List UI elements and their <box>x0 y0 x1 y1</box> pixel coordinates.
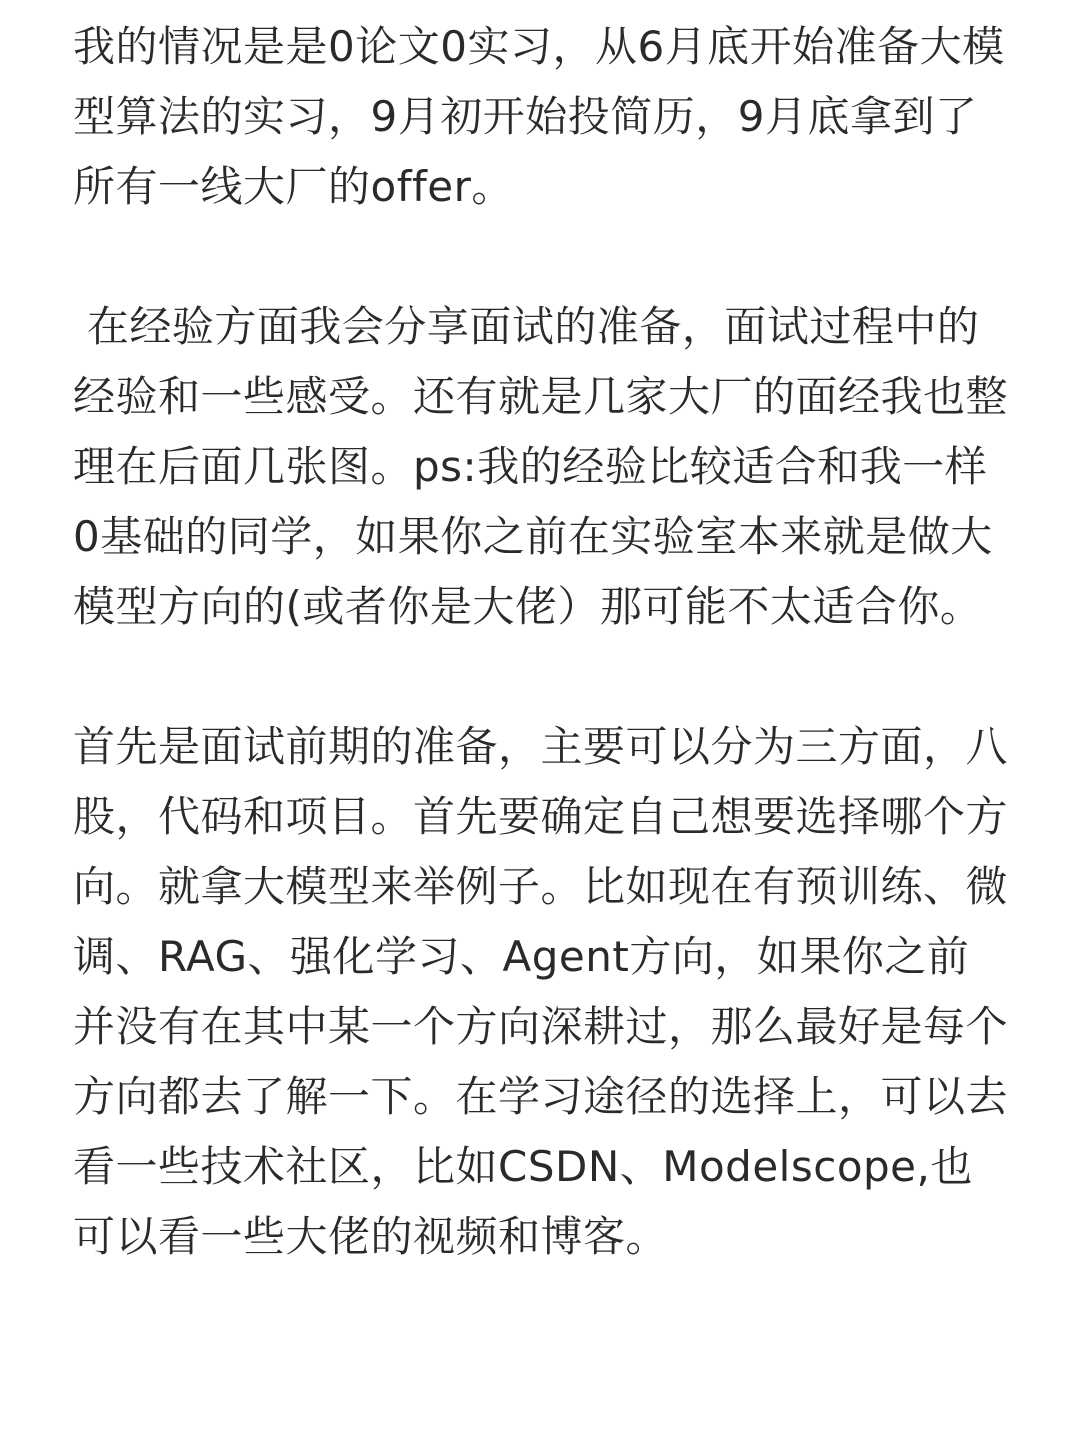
paragraph-gap <box>73 222 1008 292</box>
article-body <box>73 12 1008 1272</box>
paragraph-3: 首先是面试前期的准备，主要可以分为三方面，八股，代码和项目。首先要确定自己想要选择哪个方向。就拿大模型来举例子。比如现在有预训练、微调、RAG、强化学习、Agent方向，如果你之前并没有在其中某一个方向深耕过，那么最好是每个方向都去了解一下。在学习途径的选择上，可以去看一些技术社区，比如CSDN、Modelscope,也可以看一些大佬的视频和博客。 <box>73 722 1009 1261</box>
paragraph-gap <box>73 642 1008 712</box>
paragraph-1: 我的情况是是0论文0实习，从6月底开始准备大模型算法的实习，9月初开始投简历，9月底拿到了所有一线大厂的offer。 <box>73 22 1005 211</box>
paragraph-2: 在经验方面我会分享面试的准备，面试过程中的经验和一些感受。还有就是几家大厂的面经我也整理在后面几张图。ps:我的经验比较适合和我一样0基础的同学，如果你之前在实验室本来就是做大模型方向的(或者你是大佬）那可能不太适合你。 <box>73 302 1009 631</box>
